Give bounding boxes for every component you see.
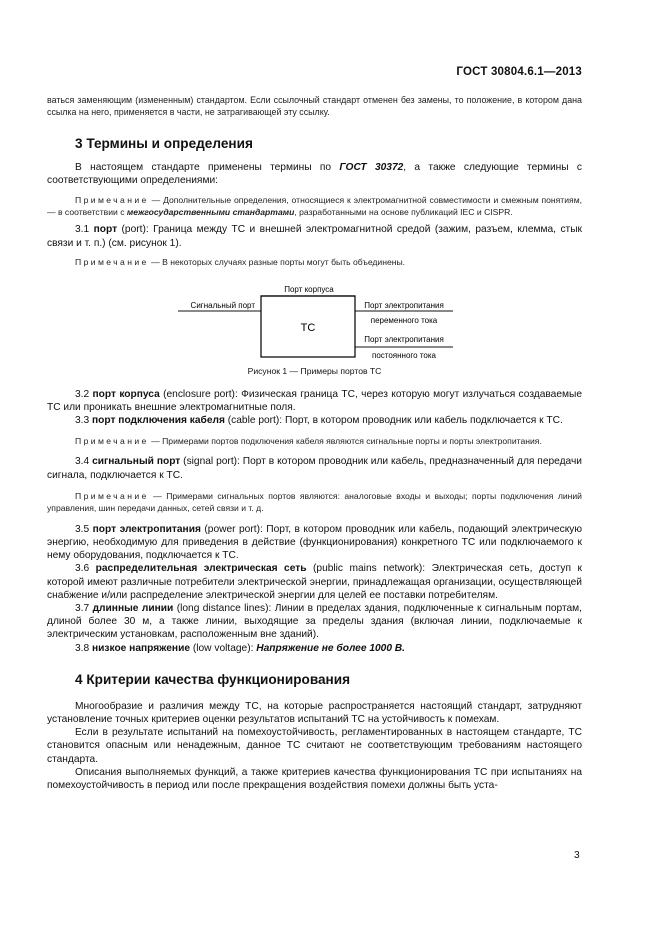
page-content xyxy=(47,94,582,792)
section-4-paragraph-3: Описания выполняемых функций, а также критериев качества функционирования ТС при испытаниях на помехоустойчивость в период или после прекращения воздействия помехи должны быть уста- xyxy=(47,766,582,792)
section-4-paragraph-2: Если в результате испытаний на помехоустойчивость, регламентированных в настоящем стандарте, ТС становится опасным или ненадежным, данное ТС считают не соответствующим требованиям настоящего стандарта. xyxy=(47,727,582,765)
signal-port-label: Сигнальный порт xyxy=(190,300,255,310)
figure-1-caption: Рисунок 1 — Примеры портов ТС xyxy=(247,365,382,376)
term-3-8: 3.8 низкое напряжение (low voltage): Напряжение не более 1000 В. xyxy=(75,642,405,654)
section-3-lead: В настоящем стандарте применены термины по ГОСТ 30372, а также следующие термины с соответствующими определениями: xyxy=(47,162,582,187)
term-3-4: 3.4 сигнальный порт (signal port): Порт в котором проводник или кабель, предназначенный для передачи сигнала, подключается к ТС. xyxy=(47,456,582,481)
section-4-title: 4 Критерии качества функционирования xyxy=(75,671,351,687)
term-3-2: 3.2 порт корпуса (enclosure port): Физическая граница ТС, через которую могут излучаться создаваемые ТС или проникать внешние электромагнитные поля. xyxy=(47,388,582,414)
note-label: Примечание xyxy=(75,195,149,206)
ac-power-port-label-1: Порт электропитания xyxy=(364,300,444,310)
note-3: Примечание — Примерами портов подключения кабеля являются сигнальные порты и порты электропитания. xyxy=(75,436,542,447)
ts-label: ТС xyxy=(300,321,316,334)
term-3-6: 3.6 распределительная электрическая сеть (public mains network): Электрическая сеть, доступ к которой имеют различные потребители электрической энергии, принадлежащая организации, осуществляющей снабжение и/или распределение электрической энергии для целей ее поставки потребителям. xyxy=(47,563,582,601)
figure-1-ports-diagram xyxy=(47,282,582,364)
term-3-1: 3.1 порт (port): Граница между ТС и внешней электромагнитной средой (зажим, разъем, клемма, стык связи и т. п.) (см. рисунок 1). xyxy=(47,224,582,249)
intro-paragraph: ваться заменяющим (измененным) стандартом. Если ссылочный стандарт отменен без замены, то положение, в котором дана ссылка на него, применяется в части, не затрагивающей эту ссылку. xyxy=(47,95,582,117)
section-4-paragraph-1: Многообразие и различия между ТС, на которые распространяется настоящий стандарт, затрудняют установление точных критериев оценки результатов испытаний ТС на устойчивость к помехам. xyxy=(47,700,582,726)
page-number: 3 xyxy=(574,850,580,861)
term-3-3: 3.3 порт подключения кабеля (cable port): Порт, в котором проводник или кабель подключается к ТС. xyxy=(75,415,563,427)
term-3-5: 3.5 порт электропитания (power port): Порт, в котором проводник или кабель, подающий электрическую энергию, необходимую для приведения в действие (функционирования) конкретного ТС или подключаемого к нему оборудования, подключается к ТС. xyxy=(47,523,582,562)
note-2: Примечание — В некоторых случаях разные порты могут быть объединены. xyxy=(75,256,406,267)
note-1: Примечание — Дополнительные определения, относящиеся к электромагнитной совместимости и смежным понятиям, — в соответствии с межгосударственными стандартами, разработанными на основе публикаций IEC и CISPR. xyxy=(47,195,582,218)
document-header-code: ГОСТ 30804.6.1—2013 xyxy=(456,66,582,78)
dc-power-port-label-2: постоянного тока xyxy=(372,350,436,360)
ac-power-port-label-2: переменного тока xyxy=(370,315,438,325)
enclosure-port-label: Порт корпуса xyxy=(284,284,334,294)
note-4: Примечание — Примерами сигнальных портов являются: аналоговые входы и выходы; порты подключения линий управления, шин передачи данных, сетей связи и т. д. xyxy=(47,490,582,513)
ports-diagram-svg xyxy=(47,282,582,364)
term-3-7: 3.7 длинные линии (long distance lines): Линии в пределах здания, подключенные к сигнальным портам, длиной более 30 м, а также линии, выходящие за пределы здания (включая линии, подключаемые к электрическим установкам, расположенным вне зданий). xyxy=(47,603,583,641)
section-3-title: 3 Термины и определения xyxy=(75,136,253,151)
gost-reference: ГОСТ 30372 xyxy=(339,162,404,173)
dc-power-port-label-1: Порт электропитания xyxy=(364,334,444,344)
